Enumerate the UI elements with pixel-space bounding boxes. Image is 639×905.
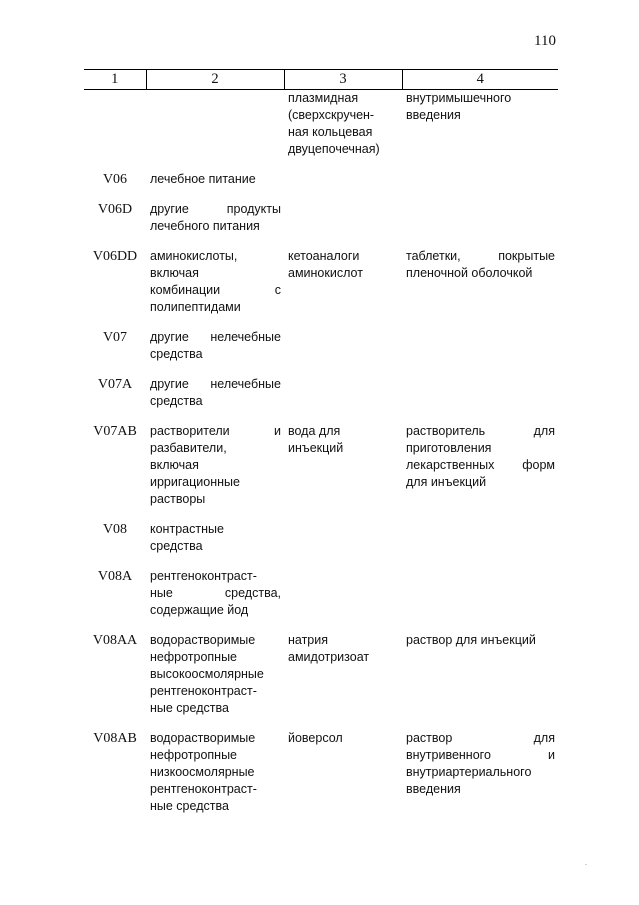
group-name-line: ные средства	[150, 799, 229, 813]
row-spacer	[84, 235, 558, 248]
substance-name-line: (сверхскручен-	[288, 108, 375, 122]
group-name-line: включая	[150, 266, 199, 280]
substance-name-cell	[284, 730, 402, 815]
table-row	[84, 201, 558, 235]
group-name-line: ные средства	[150, 701, 229, 715]
spacer-cell	[84, 188, 558, 201]
group-name-cell	[146, 171, 284, 188]
spacer-cell	[84, 555, 558, 568]
row-spacer	[84, 717, 558, 730]
substance-name-line: аминокислот	[288, 266, 363, 280]
atc-code-cell: V07A	[97, 377, 133, 392]
dosage-form-line: внутривенного и	[406, 748, 555, 762]
dosage-form-line: внутримышечного	[406, 91, 512, 105]
spacer-cell	[84, 619, 558, 632]
substance-name-line: двуцепочечная)	[288, 142, 380, 156]
group-name-line: содержащие йод	[150, 603, 249, 617]
table-row	[84, 568, 558, 619]
substance-name-cell	[284, 248, 402, 316]
drug-classification-table	[84, 69, 558, 815]
atc-code-cell: V06	[102, 172, 128, 187]
substance-name-line: кетоаналоги	[288, 249, 360, 263]
row-spacer	[84, 363, 558, 376]
dosage-form-cell	[402, 248, 558, 316]
table-row	[84, 171, 558, 188]
dosage-form-cell	[402, 201, 558, 235]
dosage-form-line: пленочной оболочкой	[406, 266, 533, 280]
spacer-cell	[84, 363, 558, 376]
dosage-form-cell	[402, 632, 558, 717]
substance-name-line: инъекций	[288, 441, 344, 455]
dosage-form-line: для инъекций	[406, 475, 487, 489]
spacer-cell	[84, 717, 558, 730]
group-name-line: растворы	[150, 492, 206, 506]
atc-code-cell	[84, 90, 146, 159]
group-name-line: другие нелечебные	[150, 377, 281, 391]
substance-name-line: плазмидная	[288, 91, 359, 105]
group-name-cell	[146, 521, 284, 555]
group-name-line: комбинации с	[150, 283, 281, 297]
group-name-line: водорастворимые	[150, 633, 256, 647]
dosage-form-line: таблетки, покрытые	[406, 249, 555, 263]
group-name-line: нефротропные	[150, 748, 238, 762]
atc-code-cell: V07	[102, 330, 128, 345]
group-name-line: средства	[150, 394, 203, 408]
spacer-cell	[84, 410, 558, 423]
row-spacer	[84, 158, 558, 171]
group-name-line: ирригационные	[150, 475, 240, 489]
column-header-2: 2	[146, 70, 284, 90]
table-row	[84, 329, 558, 363]
spacer-cell	[84, 316, 558, 329]
group-name-line: водорастворимые	[150, 731, 256, 745]
table-body	[84, 90, 558, 816]
dosage-form-line: приготовления	[406, 441, 492, 455]
table-row	[84, 632, 558, 717]
substance-name-line: йоверсол	[288, 731, 343, 745]
group-name-line: растворители и	[150, 424, 281, 438]
group-name-line: лечебного питания	[150, 219, 260, 233]
group-name-cell	[146, 329, 284, 363]
row-spacer	[84, 555, 558, 568]
row-spacer	[84, 316, 558, 329]
dosage-form-cell	[402, 90, 558, 159]
substance-name-line: ная кольцевая	[288, 125, 373, 139]
substance-name-line: натрия	[288, 633, 329, 647]
column-header-3: 3	[284, 70, 402, 90]
dosage-form-line: лекарственных форм	[406, 458, 555, 472]
dosage-form-cell	[402, 423, 558, 508]
table-row	[84, 521, 558, 555]
substance-name-cell	[284, 329, 402, 363]
atc-code-cell: V08AA	[92, 633, 138, 648]
substance-name-line: вода для	[288, 424, 341, 438]
group-name-line: средства	[150, 347, 203, 361]
group-name-cell	[146, 423, 284, 508]
dosage-form-line: растворитель для	[406, 424, 555, 438]
substance-name-cell	[284, 423, 402, 508]
row-spacer	[84, 410, 558, 423]
group-name-cell	[146, 376, 284, 410]
spacer-cell	[84, 158, 558, 171]
group-name-cell	[146, 568, 284, 619]
dosage-form-cell	[402, 521, 558, 555]
atc-code-cell: V08	[102, 522, 128, 537]
atc-code-cell: V06DD	[92, 249, 138, 264]
group-name-line: другие нелечебные	[150, 330, 281, 344]
substance-name-cell	[284, 376, 402, 410]
group-name-line: средства	[150, 539, 203, 553]
dosage-form-line: внутриартериального	[406, 765, 532, 779]
table-row	[84, 376, 558, 410]
atc-code-cell: V08AB	[93, 731, 137, 746]
column-header-4: 4	[402, 70, 558, 90]
dosage-form-cell	[402, 376, 558, 410]
table-row	[84, 423, 558, 508]
atc-code-cell: V07AB	[93, 424, 137, 439]
substance-name-cell	[284, 171, 402, 188]
substance-name-cell	[284, 90, 402, 159]
group-name-cell	[146, 201, 284, 235]
group-name-line: разбавители,	[150, 441, 227, 455]
group-name-line: ные средства,	[150, 586, 281, 600]
dosage-form-line: раствор для инъекций	[406, 633, 536, 647]
dosage-form-line: введения	[406, 108, 461, 122]
group-name-line: контрастные	[150, 522, 224, 536]
group-name-line: другие продукты	[150, 202, 281, 216]
substance-name-cell	[284, 632, 402, 717]
group-name-line: рентгеноконтраст-	[150, 569, 257, 583]
atc-code-cell: V06D	[97, 202, 133, 217]
group-name-cell	[146, 730, 284, 815]
atc-code-cell: V08A	[97, 569, 133, 584]
table-row	[84, 248, 558, 316]
table-row	[84, 730, 558, 815]
group-name-line: низкоосмолярные	[150, 765, 255, 779]
substance-name-cell	[284, 568, 402, 619]
group-name-line: высокоосмолярные	[150, 667, 264, 681]
dosage-form-line: введения	[406, 782, 461, 796]
group-name-line: рентгеноконтраст-	[150, 782, 257, 796]
spacer-cell	[84, 508, 558, 521]
group-name-line: включая	[150, 458, 199, 472]
page-number: 110	[534, 33, 556, 49]
dosage-form-cell	[402, 329, 558, 363]
group-name-cell	[146, 632, 284, 717]
group-name-cell	[146, 90, 284, 159]
dosage-form-cell	[402, 730, 558, 815]
group-name-line: рентгеноконтраст-	[150, 684, 257, 698]
footer-mark: .	[585, 858, 587, 867]
row-spacer	[84, 508, 558, 521]
table-header	[84, 70, 558, 90]
substance-name-cell	[284, 201, 402, 235]
dosage-form-line: раствор для	[406, 731, 555, 745]
dosage-form-cell	[402, 171, 558, 188]
spacer-cell	[84, 235, 558, 248]
substance-name-cell	[284, 521, 402, 555]
group-name-line: аминокислоты,	[150, 249, 238, 263]
group-name-line: нефротропные	[150, 650, 238, 664]
row-spacer	[84, 188, 558, 201]
group-name-cell	[146, 248, 284, 316]
dosage-form-cell	[402, 568, 558, 619]
row-spacer	[84, 619, 558, 632]
group-name-line: полипептидами	[150, 300, 241, 314]
substance-name-line: амидотризоат	[288, 650, 370, 664]
table-row	[84, 90, 558, 159]
column-header-1: 1	[84, 70, 146, 90]
group-name-line: лечебное питание	[150, 172, 256, 186]
